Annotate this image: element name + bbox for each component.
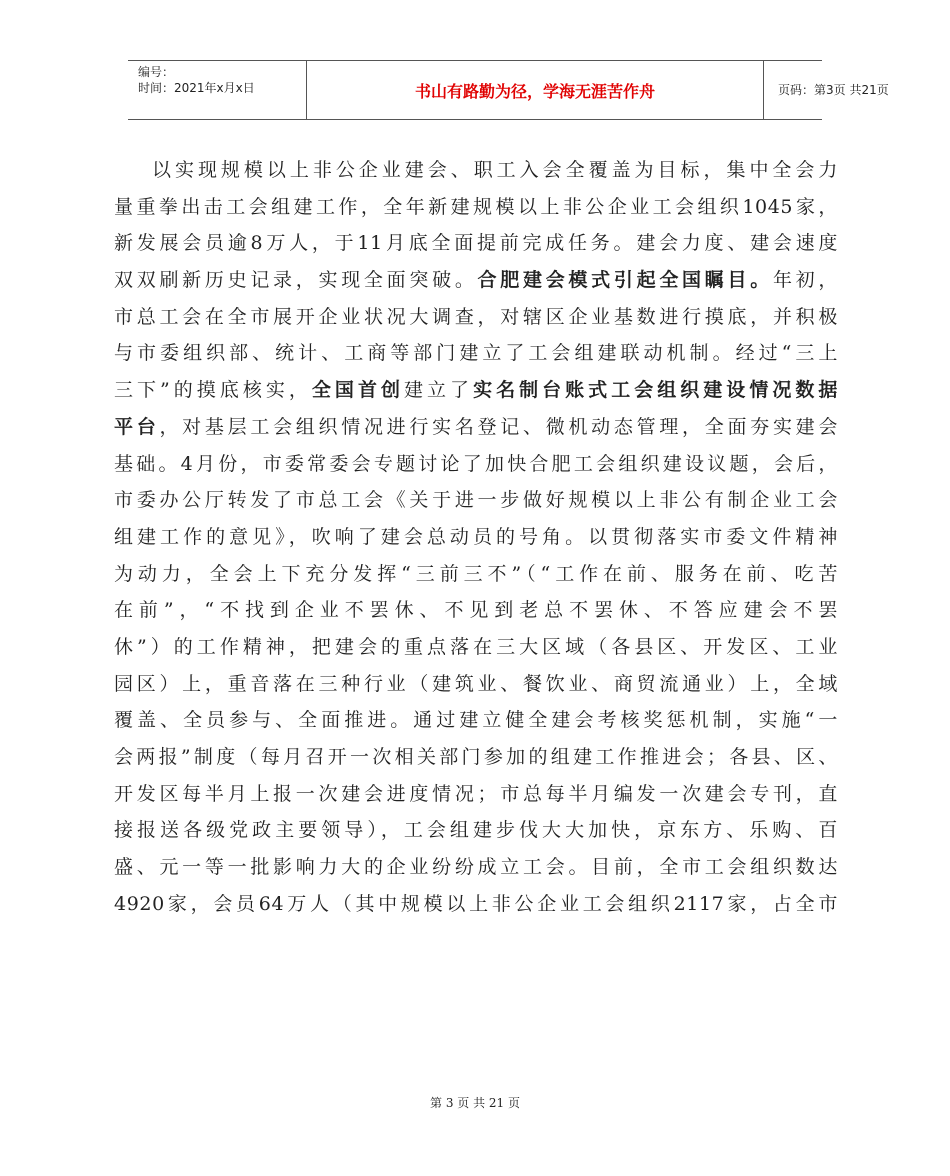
bold-text-segment: 全国首创: [311, 379, 404, 402]
text-segment: 新发展会员逾8万人，于11月底全面提前完成任务。建会力度、建会速度: [114, 232, 838, 255]
text-segment: 基础。4月份，市委常委会专题讨论了加快合肥工会组织建设议题，会后，: [114, 452, 838, 475]
header-number: 编号：: [138, 65, 175, 79]
page-header: [128, 60, 889, 120]
text-line: [114, 666, 838, 703]
text-segment: 组建工作的意见》，吹响了建会总动员的号角。以贯彻落实市委文件精神: [114, 525, 838, 548]
text-segment: 与市委组织部、统计、工商等部门建立了工会组建联动机制。经过“三上: [114, 342, 838, 365]
text-line: [114, 556, 838, 593]
text-line: [114, 262, 838, 299]
text-segment: 盛、元一等一批影响力大的企业纷纷成立工会。目前，全市工会组织数达: [114, 856, 838, 879]
text-line: [114, 225, 838, 262]
text-segment: 双双刷新历史记录，实现全面突破。: [114, 269, 478, 292]
bold-text-segment: 合肥建会模式引起全国瞩目。: [477, 269, 773, 292]
header-time: 时间：2021年x月x日: [138, 81, 255, 95]
text-segment: 以实现规模以上非公企业建会、职工入会全覆盖为目标，集中全会力: [152, 159, 838, 181]
text-line: [114, 519, 838, 556]
text-segment: ，对基层工会组织情况进行实名登记、微机动态管理，全面夯实建会: [159, 415, 838, 438]
text-line: [114, 739, 838, 776]
bold-text-segment: 实名制台账式工会组织建设情况数据: [473, 379, 838, 402]
page-footer: 第 3 页 共 21 页: [430, 1096, 520, 1110]
document-body: [114, 152, 838, 922]
text-line: [114, 482, 838, 519]
text-segment: 建立了: [404, 379, 474, 402]
text-line: [114, 189, 838, 226]
text-line: [114, 702, 838, 739]
text-line: [114, 592, 838, 629]
text-segment: 量重拳出击工会组建工作，全年新建规模以上非公企业工会组织1045家，: [114, 195, 838, 218]
text-segment: 覆盖、全员参与、全面推进。通过建立健全建会考核奖惩机制，实施“一: [114, 709, 838, 732]
text-segment: 4920家，会员64万人（其中规模以上非公企业工会组织2117家，占全市: [114, 892, 838, 915]
bold-text-segment: 平台: [114, 415, 160, 438]
text-segment: 接报送各级党政主要领导），工会组建步伐大大加快，京东方、乐购、百: [114, 819, 838, 842]
text-segment: 会两报”制度（每月召开一次相关部门参加的组建工作推进会；各县、区、: [114, 746, 838, 768]
text-line: [114, 335, 838, 372]
text-line: [114, 446, 838, 483]
text-segment: 市总工会在全市展开企业状况大调查，对辖区企业基数进行摸底，并积极: [114, 305, 838, 328]
header-page-number: 页码：第3页 共21页: [778, 83, 889, 97]
text-segment: 开发区每半月上报一次建会进度情况；市总每半月编发一次建会专刊，直: [114, 782, 838, 805]
header-page-cell: [764, 61, 889, 119]
text-line: [114, 629, 838, 666]
text-line: [114, 299, 838, 336]
text-line: [114, 886, 838, 923]
text-line: [114, 812, 838, 849]
text-segment: 园区）上，重音落在三种行业（建筑业、餐饮业、商贸流通业）上，全域: [114, 672, 838, 695]
text-line: [114, 152, 838, 189]
text-line: [114, 849, 838, 886]
text-segment: 在前”，“不找到企业不罢休、不见到老总不罢休、不答应建会不罢: [114, 599, 838, 622]
text-segment: 市委办公厅转发了市总工会《关于进一步做好规模以上非公有制企业工会: [114, 489, 838, 512]
text-line: [114, 776, 838, 813]
text-segment: 三下”的摸底核实，: [114, 379, 312, 402]
text-segment: 年初，: [772, 269, 838, 292]
text-segment: 为动力，全会上下充分发挥“三前三不”（“工作在前、服务在前、吃苦: [114, 562, 838, 585]
header-motto-cell: [306, 61, 764, 119]
text-segment: 休”）的工作精神，把建会的重点落在三大区域（各县区、开发区、工业: [114, 635, 838, 658]
text-line: [114, 372, 838, 409]
header-motto: 书山有路勤为径，学海无涯苦作舟: [414, 82, 655, 101]
header-meta: [128, 61, 306, 119]
text-line: [114, 409, 838, 446]
